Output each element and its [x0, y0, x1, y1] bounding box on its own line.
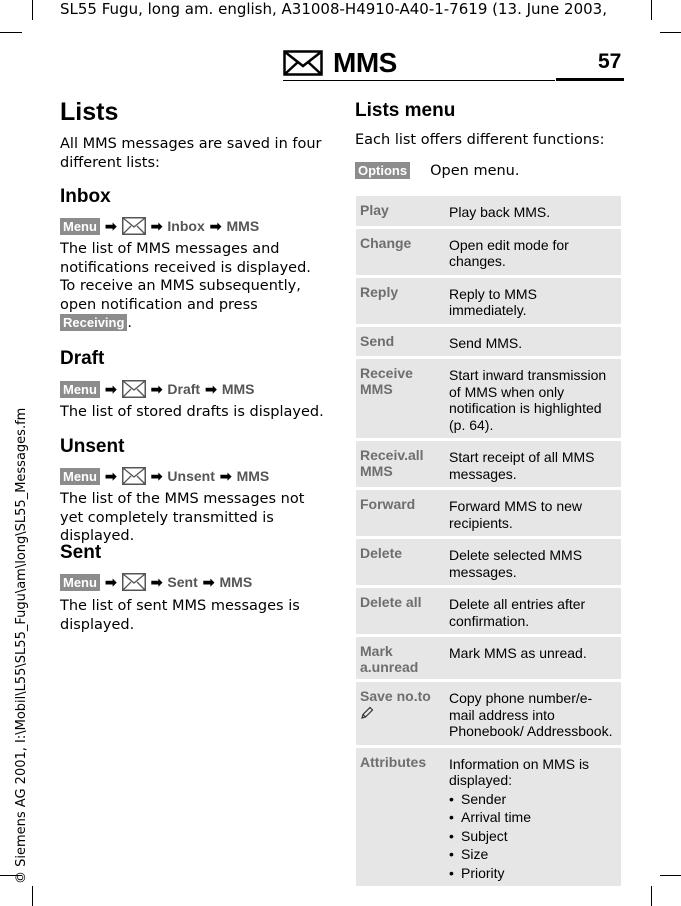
bullet-text: Sender	[461, 790, 507, 807]
table-row	[356, 490, 621, 536]
bullet-text: Size	[461, 846, 489, 862]
inbox-menu-path	[60, 217, 259, 235]
table-row	[356, 229, 621, 275]
bullet-item: • Sender	[449, 790, 507, 807]
options-key[interactable]: Options	[355, 162, 410, 179]
lists-intro: All MMS messages are saved in four different lists:	[60, 136, 322, 171]
table-row	[356, 748, 621, 887]
bullet-item: • Size	[449, 846, 489, 862]
function-name: Delete all	[360, 594, 422, 610]
menu-key[interactable]: Menu	[60, 574, 100, 591]
arrow-icon: ➡	[150, 467, 163, 484]
page-number-rule	[556, 78, 624, 81]
inbox-heading: Inbox	[60, 186, 111, 207]
function-name-cell	[356, 682, 445, 745]
function-name: Receiv.all MMS	[360, 447, 424, 479]
function-name: Mark a.unread	[360, 643, 419, 675]
lists-menu-table	[356, 196, 621, 889]
crop-mark	[660, 875, 681, 876]
unsent-heading: Unsent	[60, 436, 125, 457]
unsent-menu-path	[60, 467, 269, 485]
crop-mark	[0, 32, 22, 33]
bullet-item: • Subject	[449, 827, 508, 844]
path-item: Draft	[167, 381, 201, 397]
path-item: Inbox	[167, 218, 205, 234]
envelope-icon	[122, 217, 146, 235]
function-name: Play	[360, 202, 389, 218]
sent-menu-path	[60, 573, 252, 591]
function-description: Reply to MMS immediately.	[449, 285, 537, 318]
function-description: Send MMS.	[449, 334, 523, 351]
envelope-icon	[122, 380, 146, 398]
path-item: Unsent	[167, 468, 215, 484]
table-row	[356, 196, 621, 226]
arrow-icon: ➡	[150, 573, 163, 590]
function-description: Copy phone number/e-mail address into Phonebook/ Addressbook.	[449, 690, 613, 739]
table-row	[356, 637, 621, 679]
sidebar-path: © Siemens AG 2001, I:\Mobil\L55\SL55_Fugu\am\long\SL55_Messages.fm	[14, 407, 29, 884]
table-row	[356, 359, 621, 438]
function-name: Receive MMS	[360, 365, 413, 397]
function-description-cell	[445, 748, 621, 887]
lists-heading: Lists	[60, 98, 119, 126]
crop-mark	[32, 0, 33, 20]
arrow-icon: ➡	[150, 217, 163, 234]
sent-description: The list of sent MMS messages is displayed.	[60, 598, 300, 633]
table-row	[356, 327, 621, 357]
table-row	[356, 441, 621, 487]
pencil-icon	[360, 706, 374, 720]
crop-mark	[651, 886, 652, 906]
arrow-icon: ➡	[150, 380, 163, 397]
options-row	[355, 162, 519, 179]
bullet-text: Arrival time	[461, 809, 532, 825]
chapter-title-text: MMS	[333, 47, 397, 78]
function-description: Information on MMS is displayed:	[449, 755, 590, 788]
path-target: MMS	[236, 468, 270, 484]
function-name: Save no.to	[360, 688, 431, 704]
options-description: Open menu.	[430, 162, 520, 179]
path-target: MMS	[221, 381, 255, 397]
crop-mark	[660, 32, 681, 33]
bullet-text: Priority	[461, 864, 505, 881]
arrow-icon: ➡	[202, 573, 215, 590]
lists-menu-intro: Each list offers different functions:	[355, 132, 605, 148]
unsent-description: The list of the MMS messages not yet completely transmitted is displayed.	[60, 491, 305, 544]
arrow-icon: ➡	[104, 467, 117, 484]
table-row	[356, 682, 621, 745]
function-description: Start inward transmission of MMS when only notification is highlighted (p. 64).	[449, 367, 607, 433]
path-target: MMS	[226, 218, 260, 234]
table-row	[356, 588, 621, 634]
document-header: SL55 Fugu, long am. english, A31008-H4910-A40-1-7619 (13. June 2003,	[60, 0, 607, 18]
function-name: Change	[360, 234, 412, 251]
function-description: Play back MMS.	[449, 204, 551, 220]
arrow-icon: ➡	[104, 380, 117, 397]
function-description: Start receipt of all MMS messages.	[449, 449, 595, 482]
arrow-icon: ➡	[205, 380, 217, 397]
arrow-icon: ➡	[104, 573, 117, 590]
arrow-icon: ➡	[209, 217, 222, 234]
function-name: Reply	[360, 283, 399, 300]
crop-mark	[651, 0, 652, 20]
lists-menu-heading: Lists menu	[355, 100, 456, 121]
function-name: Attributes	[360, 753, 427, 770]
draft-description: The list of stored drafts is displayed.	[60, 404, 324, 420]
header-rule	[283, 80, 555, 81]
envelope-icon	[122, 467, 146, 485]
path-target: MMS	[219, 574, 253, 590]
menu-key[interactable]: Menu	[60, 381, 100, 398]
chapter-title	[283, 46, 397, 80]
table-row	[356, 278, 621, 324]
path-item: Sent	[167, 574, 198, 590]
function-description: Delete selected MMS messages.	[449, 547, 583, 580]
inbox-text: The list of MMS messages and notifications received is displayed. To receive an MMS subsequently, open notification and press	[60, 241, 311, 313]
inbox-text-tail: .	[127, 315, 133, 331]
envelope-icon	[122, 573, 146, 591]
function-description: Open edit mode for changes.	[449, 236, 569, 269]
crop-mark	[32, 886, 33, 906]
arrow-icon: ➡	[104, 217, 117, 234]
receiving-key[interactable]: Receiving	[60, 314, 127, 331]
bullet-text: Subject	[461, 827, 508, 844]
table-row	[356, 539, 621, 585]
arrow-icon: ➡	[219, 467, 232, 484]
page-number: 57	[598, 50, 622, 73]
sent-heading: Sent	[60, 542, 102, 563]
envelope-icon	[283, 50, 323, 76]
function-name: Forward	[360, 496, 416, 512]
menu-key[interactable]: Menu	[60, 468, 100, 485]
draft-menu-path	[60, 380, 255, 398]
function-description: Forward MMS to new recipients.	[449, 498, 583, 531]
function-description: Mark MMS as unread.	[449, 645, 587, 661]
bullet-item: • Priority	[449, 864, 505, 881]
bullet-item: • Arrival time	[449, 809, 532, 825]
function-name: Delete	[360, 545, 403, 561]
inbox-description	[60, 240, 328, 333]
function-name: Send	[360, 332, 395, 349]
menu-key[interactable]: Menu	[60, 218, 100, 235]
draft-heading: Draft	[60, 348, 105, 369]
function-description: Delete all entries after confirmation.	[449, 596, 586, 629]
